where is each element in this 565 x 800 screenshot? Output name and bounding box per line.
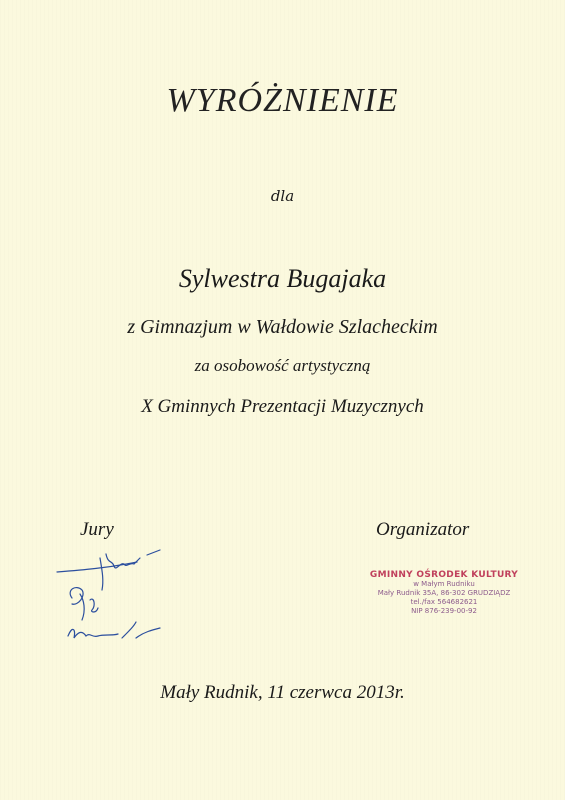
organizer-stamp xyxy=(364,570,524,630)
stamp-line-1: GMINNY OŚRODEK KULTURY xyxy=(369,570,519,580)
reason-line: za osobowość artystyczną xyxy=(194,356,371,375)
date-line: Mały Rudnik, 11 czerwca 2013r. xyxy=(160,682,405,703)
for-label: dla xyxy=(270,187,295,205)
event-line: X Gminnych Prezentacji Muzycznych xyxy=(141,396,424,417)
stamp-line-4: tel./fax 564682621 xyxy=(410,598,478,606)
school-line: z Gimnazjum w Wałdowie Szlacheckim xyxy=(127,316,438,338)
jury-label: Jury xyxy=(80,519,114,540)
stamp-line-2: w Małym Rudniku xyxy=(413,580,475,588)
stamp-line-3: Mały Rudnik 35A, 86-302 GRUDZIĄDZ xyxy=(377,589,511,597)
organizer-label: Organizator xyxy=(376,519,470,540)
stamp-line-5: NIP 876-239-00-92 xyxy=(411,607,477,615)
certificate-title: WYRÓŻNIENIE xyxy=(166,82,399,119)
recipient-name: Sylwestra Bugajaka xyxy=(178,264,387,293)
jury-signatures xyxy=(52,540,182,650)
